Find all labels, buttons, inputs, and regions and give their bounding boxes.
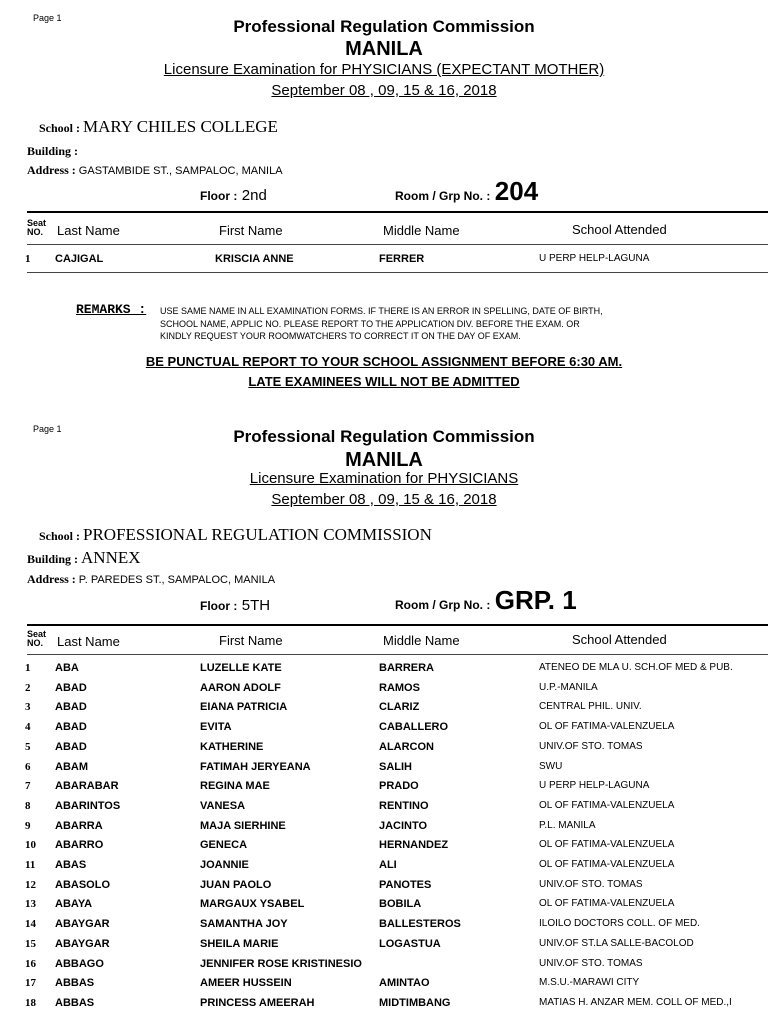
school-attended: CENTRAL PHIL. UNIV. (539, 701, 642, 713)
building-row (27, 548, 141, 568)
col-seat-line1: Seat (27, 218, 47, 228)
first-name: EVITA (200, 721, 232, 734)
school-attended: P.L. MANILA (539, 819, 596, 831)
last-name: ABBAS (55, 996, 95, 1009)
address-row (27, 572, 275, 587)
middle-name: BARRERA (379, 662, 434, 674)
first-name: KRISCIA ANNE (215, 253, 294, 265)
floor-value: 5TH (241, 597, 271, 614)
school-attended: SWU (539, 760, 563, 772)
col-last-header: Last Name (57, 223, 120, 238)
middle-name: HERNANDEZ (379, 839, 449, 852)
exam-title: Licensure Examination for PHYSICIANS (EXPECTANT MOTHER) (163, 61, 605, 78)
building-label: Building : (27, 552, 79, 566)
school-attended: U PERP HELP-LAGUNA (539, 780, 650, 792)
middle-name: ALARCON (379, 740, 434, 753)
middle-name: BOBILA (379, 898, 422, 911)
col-seat-line1: Seat (27, 629, 47, 639)
room-label: Room / Grp No. : (395, 598, 491, 612)
table-row (0, 662, 768, 682)
table-row (0, 977, 768, 997)
school-attended: OL OF FATIMA-VALENZUELA (539, 839, 675, 851)
room-value: 204 (494, 176, 539, 206)
school-attended: UNIV.OF STO. TOMAS (539, 878, 643, 890)
exam-dates: September 08 , 09, 15 & 16, 2018 (271, 491, 497, 508)
school-attended: MATIAS H. ANZAR MEM. COLL OF MED.,I (539, 996, 732, 1008)
first-name: REGINA MAE (200, 780, 270, 793)
school-attended: U.P.-MANILA (539, 681, 598, 693)
table-row (0, 879, 768, 899)
middle-name: MIDTIMBANG (379, 996, 451, 1009)
seat-no: 6 (25, 760, 31, 773)
school-attended: M.S.U.-MARAWI CITY (539, 977, 640, 989)
last-name: ABARABAR (55, 780, 119, 793)
table-row (0, 918, 768, 938)
middle-name: PANOTES (379, 878, 432, 891)
first-name: JUAN PAOLO (200, 878, 272, 891)
school-attended: UNIV.OF STO. TOMAS (539, 957, 643, 969)
room-value: GRP. 1 (494, 585, 577, 615)
col-first-header: First Name (219, 223, 283, 238)
table-row (0, 839, 768, 859)
seat-no: 12 (25, 878, 36, 891)
school-attended: ATENEO DE MLA U. SCH.OF MED & PUB. (539, 662, 733, 673)
seat-no: 15 (25, 937, 36, 950)
late-notice: LATE EXAMINEES WILL NOT BE ADMITTED (248, 374, 520, 389)
table-top-rule (27, 211, 768, 213)
col-seat-header (27, 630, 46, 648)
floor-label: Floor : (200, 599, 238, 613)
seat-no: 17 (25, 977, 36, 990)
last-name: ABASOLO (55, 878, 110, 891)
first-name: MAJA SIERHINE (200, 819, 286, 832)
address-row (27, 163, 283, 178)
last-name: ABAD (55, 721, 87, 734)
last-name: ABA (55, 662, 79, 674)
last-name: ABBAGO (55, 957, 104, 970)
table-row (0, 253, 768, 273)
first-name: JENNIFER ROSE KRISTINESIO (200, 957, 362, 970)
last-name: CAJIGAL (55, 253, 104, 265)
seat-no: 9 (25, 819, 31, 832)
first-name: VANESA (200, 799, 246, 812)
middle-name: CLARIZ (379, 701, 420, 714)
table-bottom-rule (27, 272, 768, 273)
middle-name: AMINTAO (379, 977, 430, 990)
col-seat-header (27, 219, 46, 237)
last-name: ABAS (55, 859, 87, 871)
page-label: Page 1 (33, 13, 62, 23)
seat-no: 4 (25, 721, 31, 734)
middle-name: RENTINO (379, 799, 429, 812)
school-attended: OL OF FATIMA-VALENZUELA (539, 799, 675, 811)
table-header-rule (27, 654, 768, 655)
last-name: ABAD (55, 681, 87, 694)
school-attended: UNIV.OF STO. TOMAS (539, 740, 643, 752)
col-school-header: School Attended (572, 632, 667, 647)
seat-no: 10 (25, 839, 36, 852)
building-name: ANNEX (81, 548, 141, 567)
table-row (0, 820, 768, 840)
floor-value: 2nd (241, 187, 267, 204)
first-name: SHEILA MARIE (200, 937, 279, 950)
col-first-header: First Name (219, 633, 283, 648)
school-attended: OL OF FATIMA-VALENZUELA (539, 898, 675, 910)
first-name: LUZELLE KATE (200, 662, 282, 674)
building-label: Building : (27, 144, 79, 158)
first-name: KATHERINE (200, 740, 264, 753)
first-name: SAMANTHA JOY (200, 918, 288, 931)
last-name: ABARRO (55, 839, 104, 852)
seat-no: 5 (25, 740, 31, 753)
exam-title: Licensure Examination for PHYSICIANS (249, 470, 519, 487)
page-label: Page 1 (33, 424, 62, 434)
address-value: P. PAREDES ST., SAMPALOC, MANILA (78, 574, 276, 586)
seat-no: 18 (25, 996, 36, 1009)
address-value: GASTAMBIDE ST., SAMPALOC, MANILA (78, 165, 283, 177)
seat-no: 7 (25, 780, 31, 793)
building-row (27, 140, 78, 160)
table-row (0, 800, 768, 820)
school-attended: U PERP HELP-LAGUNA (539, 253, 650, 264)
seat-no: 11 (25, 859, 36, 871)
last-name: ABAM (55, 760, 88, 773)
first-name: AARON ADOLF (200, 681, 281, 694)
col-middle-header: Middle Name (383, 633, 460, 648)
school-attended: UNIV.OF ST.LA SALLE-BACOLOD (539, 937, 694, 949)
table-row (0, 721, 768, 741)
seat-no: 1 (25, 662, 31, 674)
commission-title: Professional Regulation Commission (233, 427, 535, 446)
seat-no: 1 (25, 253, 31, 265)
middle-name: SALIH (379, 760, 412, 773)
commission-title: Professional Regulation Commission (233, 17, 535, 36)
table-row (0, 859, 768, 879)
city-title: MANILA (345, 449, 423, 471)
school-attended: ILOILO DOCTORS COLL. OF MED. (539, 918, 700, 930)
address-label: Address : (27, 163, 76, 177)
table-row (0, 761, 768, 781)
last-name: ABARRA (55, 819, 103, 832)
remarks-label: REMARKS : (76, 302, 147, 317)
remarks-line: USE SAME NAME IN ALL EXAMINATION FORMS. IF THERE IS AN ERROR IN SPELLING, DATE OF BIRTH, (160, 306, 603, 316)
school-name: MARY CHILES COLLEGE (83, 117, 278, 136)
table-row (0, 780, 768, 800)
table-row (0, 682, 768, 702)
address-label: Address : (27, 572, 76, 586)
first-name: GENECA (200, 839, 248, 852)
col-seat-line2: NO. (27, 638, 44, 648)
col-last-header: Last Name (57, 634, 120, 649)
city-title: MANILA (345, 38, 423, 60)
seat-no: 16 (25, 957, 36, 970)
last-name: ABARINTOS (55, 799, 121, 812)
col-seat-line2: NO. (27, 227, 44, 237)
middle-name: CABALLERO (379, 721, 449, 734)
middle-name: LOGASTUA (379, 937, 441, 950)
last-name: ABAYA (55, 898, 93, 911)
first-name: FATIMAH JERYEANA (200, 760, 311, 773)
first-name: AMEER HUSSEIN (200, 977, 292, 990)
middle-name: RAMOS (379, 681, 420, 694)
school-label: School : (39, 529, 81, 543)
school-row (39, 117, 278, 137)
last-name: ABAYGAR (55, 918, 110, 931)
school-name: PROFESSIONAL REGULATION COMMISSION (83, 525, 432, 544)
seat-no: 3 (25, 701, 31, 714)
table-top-rule (27, 624, 768, 626)
seat-no: 2 (25, 681, 31, 694)
middle-name: BALLESTEROS (379, 918, 461, 931)
first-name: MARGAUX YSABEL (200, 898, 305, 911)
table-row (0, 997, 768, 1017)
punctual-notice: BE PUNCTUAL REPORT TO YOUR SCHOOL ASSIGNMENT BEFORE 6:30 AM. (145, 354, 623, 369)
remarks-line: KINDLY REQUEST YOUR ROOMWATCHERS TO CORRECT IT ON THE DAY OF EXAM. (160, 331, 521, 341)
table-row (0, 898, 768, 918)
floor-label: Floor : (200, 189, 238, 203)
first-name: PRINCESS AMEERAH (200, 996, 315, 1009)
floor-row (200, 187, 267, 205)
room-label: Room / Grp No. : (395, 189, 491, 203)
floor-row (200, 597, 270, 615)
table-row (0, 958, 768, 978)
first-name: JOANNIE (200, 859, 249, 871)
school-label: School : (39, 121, 81, 135)
table-row (0, 741, 768, 761)
room-row (395, 176, 538, 207)
last-name: ABAD (55, 740, 87, 753)
middle-name: FERRER (379, 253, 425, 265)
last-name: ABAD (55, 701, 87, 714)
room-row (395, 585, 577, 616)
col-school-header: School Attended (572, 222, 667, 237)
school-attended: OL OF FATIMA-VALENZUELA (539, 721, 675, 733)
remarks-text (160, 305, 603, 343)
seat-no: 8 (25, 799, 31, 812)
middle-name: PRADO (379, 780, 419, 793)
last-name: ABAYGAR (55, 937, 110, 950)
last-name: ABBAS (55, 977, 95, 990)
table-row (0, 938, 768, 958)
table-row (0, 701, 768, 721)
school-row (39, 525, 432, 545)
middle-name: JACINTO (379, 819, 428, 832)
seat-no: 13 (25, 898, 36, 911)
middle-name: ALI (379, 859, 397, 871)
remarks-line: SCHOOL NAME, APPLIC NO. PLEASE REPORT TO THE APPLICATION DIV. BEFORE THE EXAM. OR (160, 318, 580, 329)
exam-dates: September 08 , 09, 15 & 16, 2018 (271, 82, 497, 99)
col-middle-header: Middle Name (383, 223, 460, 238)
school-attended: OL OF FATIMA-VALENZUELA (539, 859, 675, 870)
first-name: EIANA PATRICIA (200, 701, 288, 714)
table-header-rule (27, 244, 768, 245)
seat-no: 14 (25, 918, 36, 931)
